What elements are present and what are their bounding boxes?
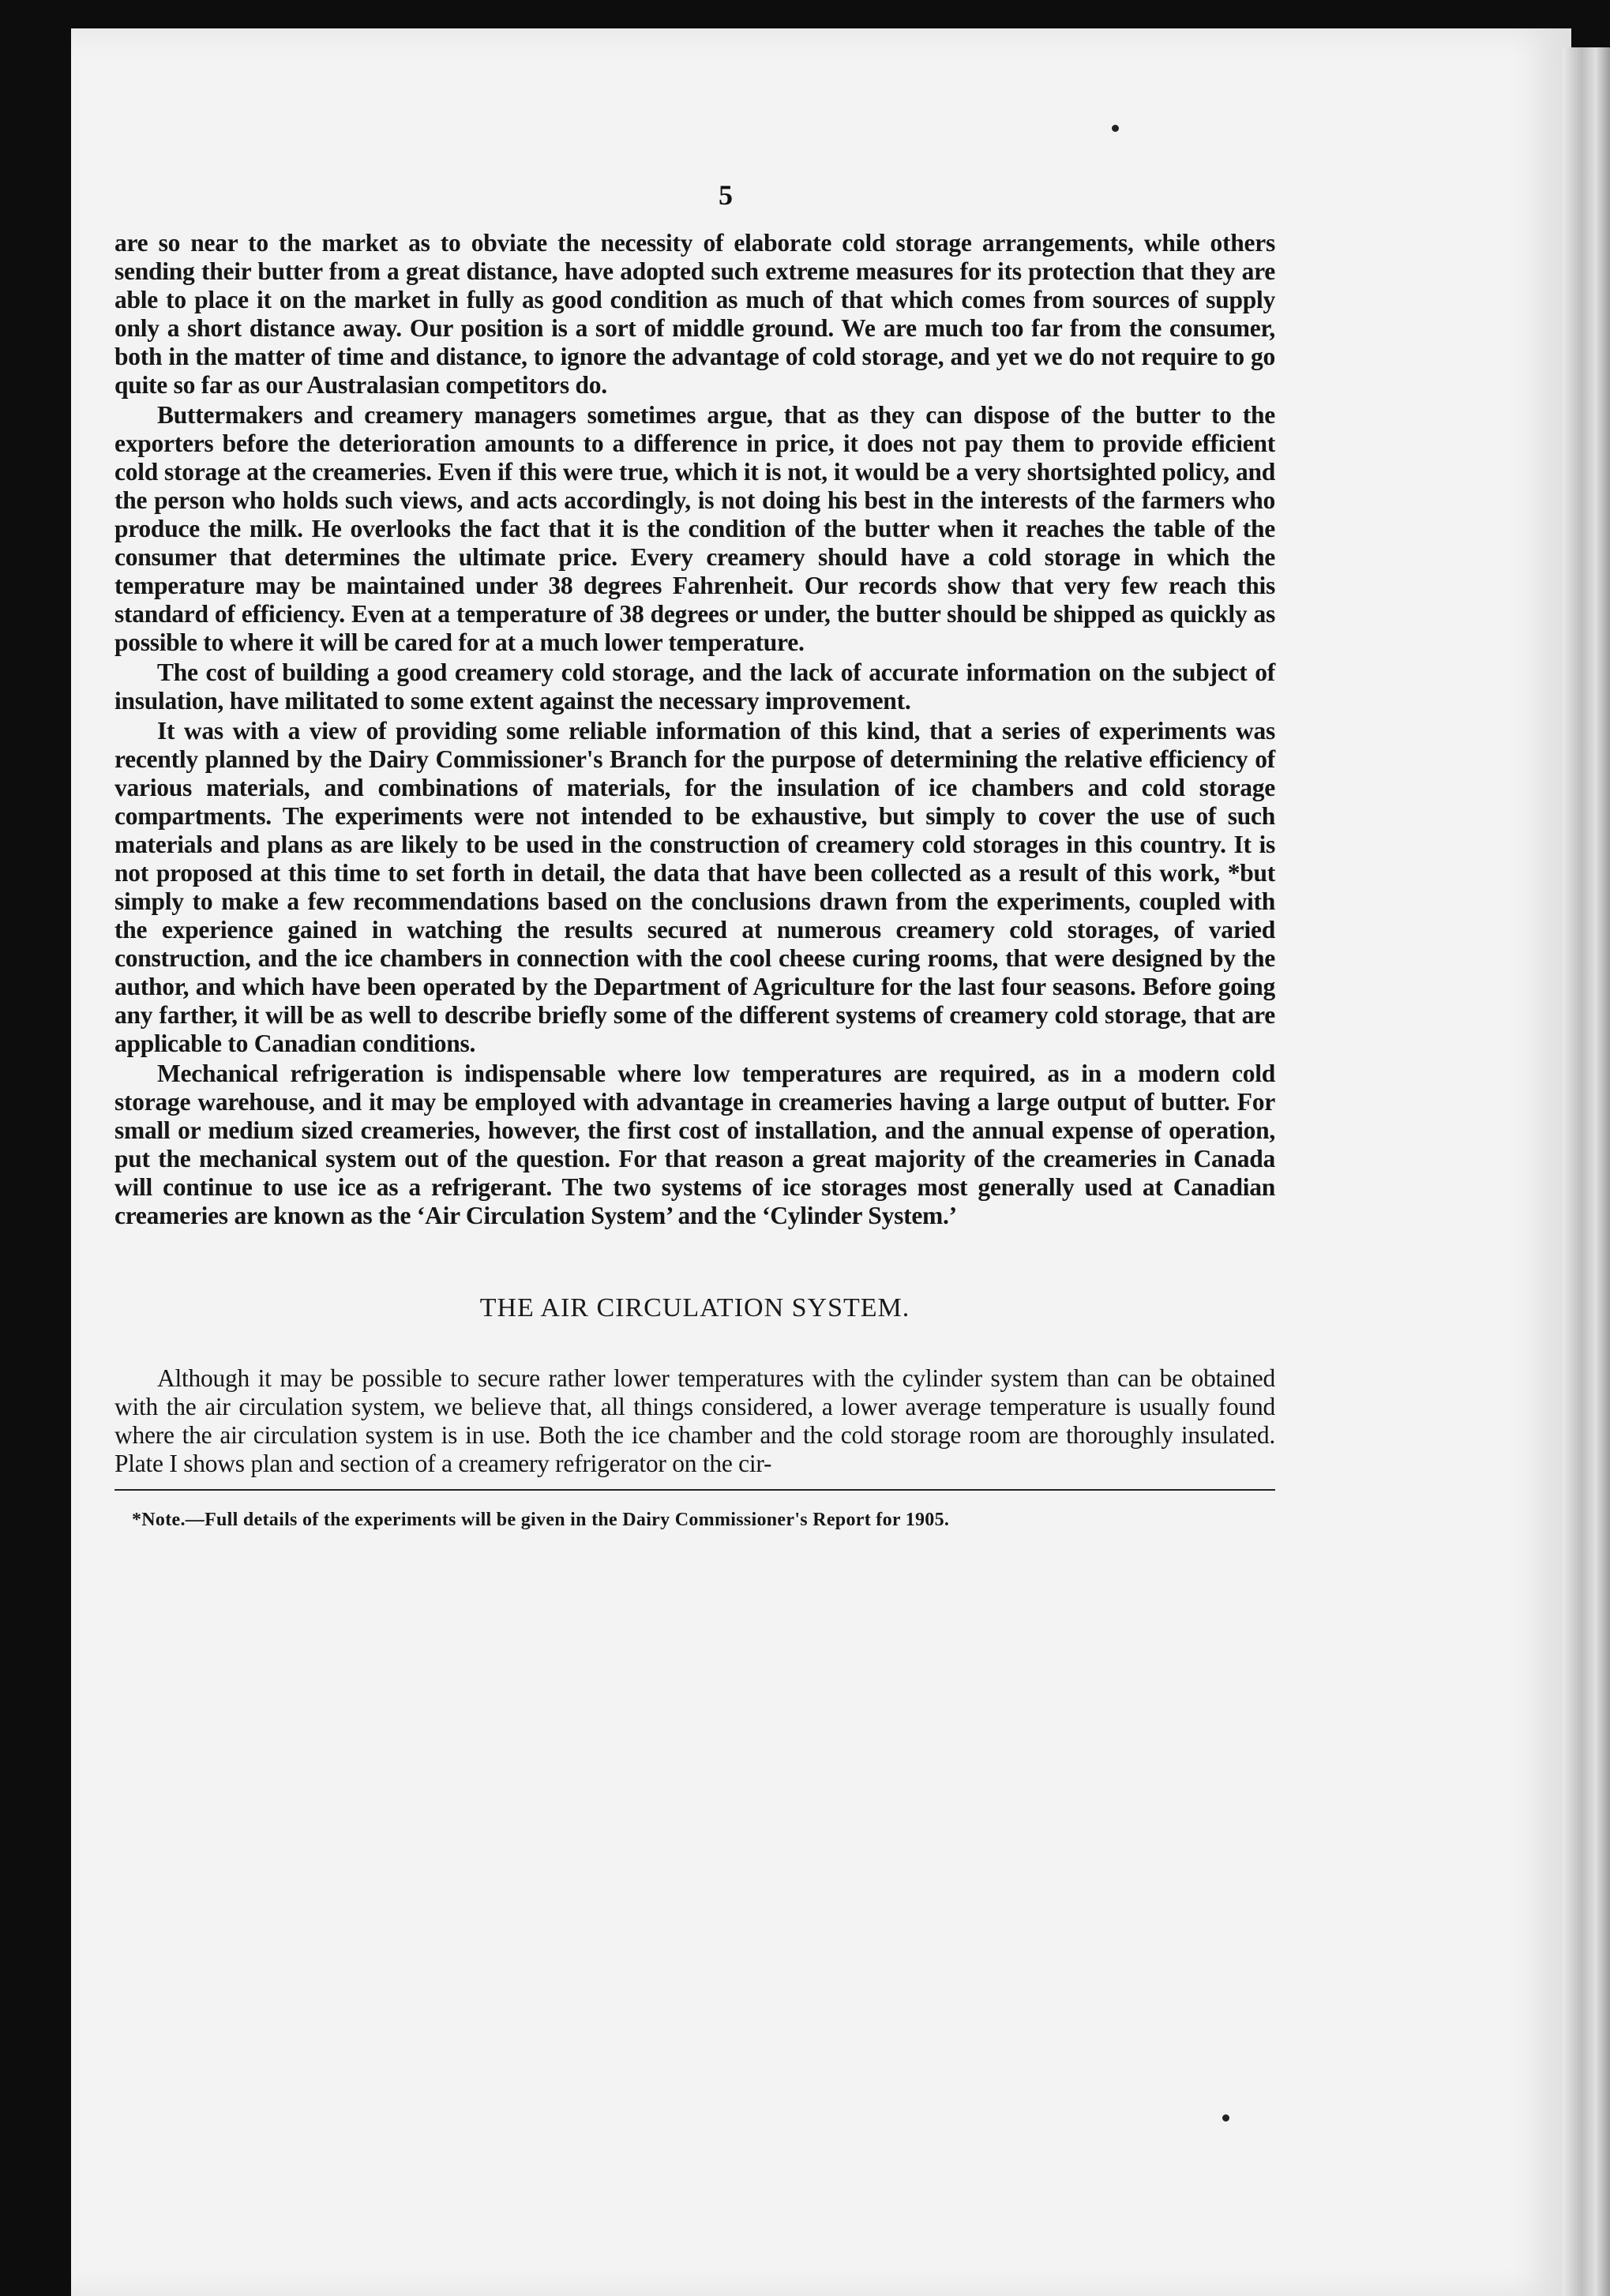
section-paragraph: Although it may be possible to secure rather lower temperatures with the cylinder system than can be obtained with the air circulation system, we believe that, all things considered, a lower average temperature is usually found where the air circulation system is in use. Both the ice chamber and the cold storage room are thoroughly insulated. Plate I shows plan and section of a creamery refrigerator on the cir-: [114, 1364, 1275, 1477]
paragraph: Buttermakers and creamery managers sometimes argue, that as they can dispose of the butter to the exporters before the deterioration amounts to a difference in price, it does not pay them to provide efficient cold storage at the creameries. Even if this were true, which it is not, it would be a very shortsighted policy, and the person who holds such views, and acts accordingly, is not doing his best in the interests of the farmers who produce the milk. He overlooks the fact that it is the condition of the butter when it reaches the table of the consumer that determines the ultimate price. Every creamery should have a cold storage in which the temperature may be maintained under 38 degrees Fahrenheit. Our records show that very few reach this standard of efficiency. Even at a temperature of 38 degrees or under, the butter should be shipped as quickly as possible to where it will be cared for at a much lower temperature.: [114, 401, 1275, 656]
document-body: [114, 229, 1275, 1549]
section-heading: THE AIR CIRCULATION SYSTEM.: [479, 1293, 910, 1322]
speck-mark: [1222, 2114, 1229, 2122]
paragraph: Mechanical refrigeration is indispensable where low temperatures are required, as in a modern cold storage warehouse, and it may be employed with advantage in creameries having a large output of butter. For small or medium sized creameries, however, the first cost of installation, and the annual expense of operation, put the mechanical system out of the question. For that reason a great majority of the creameries in Canada will continue to use ice as a refrigerant. The two systems of ice storages most generally used at Canadian creameries are known as the ‘Air Circulation System’ and the ‘Cylinder System.’: [114, 1060, 1275, 1229]
paragraph: The cost of building a good creamery cold storage, and the lack of accurate information on the subject of insulation, have militated to some extent against the necessary improvement.: [114, 658, 1275, 715]
page-edge-shadow: [1563, 47, 1610, 2296]
paragraph: It was with a view of providing some reliable information of this kind, that a series of experiments was recently planned by the Dairy Commissioner's Branch for the purpose of determining the relative efficiency of various materials, and combinations of materials, for the insulation of ice chambers and cold storage compartments. The experiments were not intended to be exhaustive, but simply to cover the use of such materials and plans as are likely to be used in the construction of creamery cold storages in this country. It is not proposed at this time to set forth in detail, the data that have been collected as a result of this work, *but simply to make a few recommendations based on the conclusions drawn from the experiments, coupled with the experience gained in watching the results secured at numerous creamery cold storages, of varied construction, and the ice chambers in connection with the cool cheese curing rooms, that were designed by the author, and which have been operated by the Department of Agriculture for the last four seasons. Before going any farther, it will be as well to describe briefly some of the different systems of creamery cold storage, that are applicable to Canadian conditions.: [114, 717, 1275, 1057]
paragraph: are so near to the market as to obviate the necessity of elaborate cold storage arrangements, while others sending their butter from a great distance, have adopted such extreme measures for its protection that they are able to place it on the market in fully as good condition as much of that which comes from sources of supply only a short distance away. Our position is a sort of middle ground. We are much too far from the consumer, both in the matter of time and distance, to ignore the advantage of cold storage, and yet we do not require to go quite so far as our Australasian competitors do.: [114, 229, 1275, 399]
footnote: *Note.—Full details of the experiments will be given in the Dairy Commissioner's Report for 1905.: [132, 1510, 950, 1530]
page-number: 5: [719, 179, 733, 211]
speck-mark: [1112, 125, 1119, 132]
footnote-divider: [114, 1489, 1275, 1491]
